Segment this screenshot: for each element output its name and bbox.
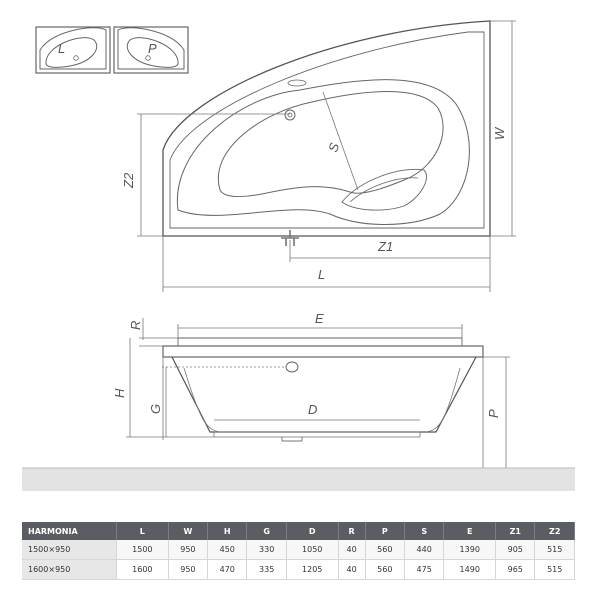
specs-table — [22, 522, 575, 580]
cell-d: 1050 — [286, 540, 338, 560]
header-h: H — [208, 522, 247, 540]
floor-band — [22, 468, 575, 491]
cell-g: 335 — [247, 560, 286, 580]
cell-e: 1490 — [444, 560, 496, 580]
cell-w: 950 — [168, 540, 207, 560]
cell-z2: 515 — [535, 540, 575, 560]
dim-l-label: L — [318, 267, 326, 282]
dim-g-label: G — [148, 403, 163, 414]
cell-g: 330 — [247, 540, 286, 560]
cell-s: 440 — [405, 540, 444, 560]
row-model: 1600×950 — [22, 560, 117, 580]
dim-w-label: W — [492, 127, 507, 140]
header-r: R — [338, 522, 365, 540]
header-d: D — [286, 522, 338, 540]
header-g: G — [247, 522, 286, 540]
plan-view — [163, 21, 490, 246]
cell-z1: 905 — [496, 540, 535, 560]
cell-d: 1205 — [286, 560, 338, 580]
cell-w: 950 — [168, 560, 207, 580]
cell-h: 450 — [208, 540, 247, 560]
variant-left-icon — [36, 27, 110, 73]
row-model: 1500×950 — [22, 540, 117, 560]
cell-p: 560 — [365, 560, 404, 580]
cell-l: 1500 — [117, 540, 169, 560]
cell-l: 1600 — [117, 560, 169, 580]
dim-z1-label: Z1 — [378, 239, 394, 254]
table-row — [22, 540, 575, 560]
variant-left-label: L — [58, 41, 66, 56]
cell-s: 475 — [405, 560, 444, 580]
side-view — [163, 338, 483, 470]
header-z1: Z1 — [496, 522, 535, 540]
dim-s-label: S — [325, 141, 343, 154]
specs-header-row — [22, 522, 575, 540]
cell-z1: 965 — [496, 560, 535, 580]
dim-e-label: E — [315, 311, 324, 326]
cell-p: 560 — [365, 540, 404, 560]
cell-r: 40 — [338, 540, 365, 560]
dim-d-label: D — [308, 402, 318, 417]
cell-r: 40 — [338, 560, 365, 580]
dim-r-label: R — [128, 320, 143, 330]
header-z2: Z2 — [535, 522, 575, 540]
table-row — [22, 560, 575, 580]
header-e: E — [444, 522, 496, 540]
header-p: P — [365, 522, 404, 540]
cell-e: 1390 — [444, 540, 496, 560]
cell-z2: 515 — [535, 560, 575, 580]
header-l: L — [117, 522, 169, 540]
header-model: HARMONIA — [22, 522, 117, 540]
header-w: W — [168, 522, 207, 540]
dim-h-label: H — [112, 388, 127, 398]
dim-z2-label: Z2 — [121, 172, 136, 188]
header-s: S — [405, 522, 444, 540]
cell-h: 470 — [208, 560, 247, 580]
dim-p-label: P — [486, 409, 501, 418]
variant-right-label: P — [148, 41, 157, 56]
